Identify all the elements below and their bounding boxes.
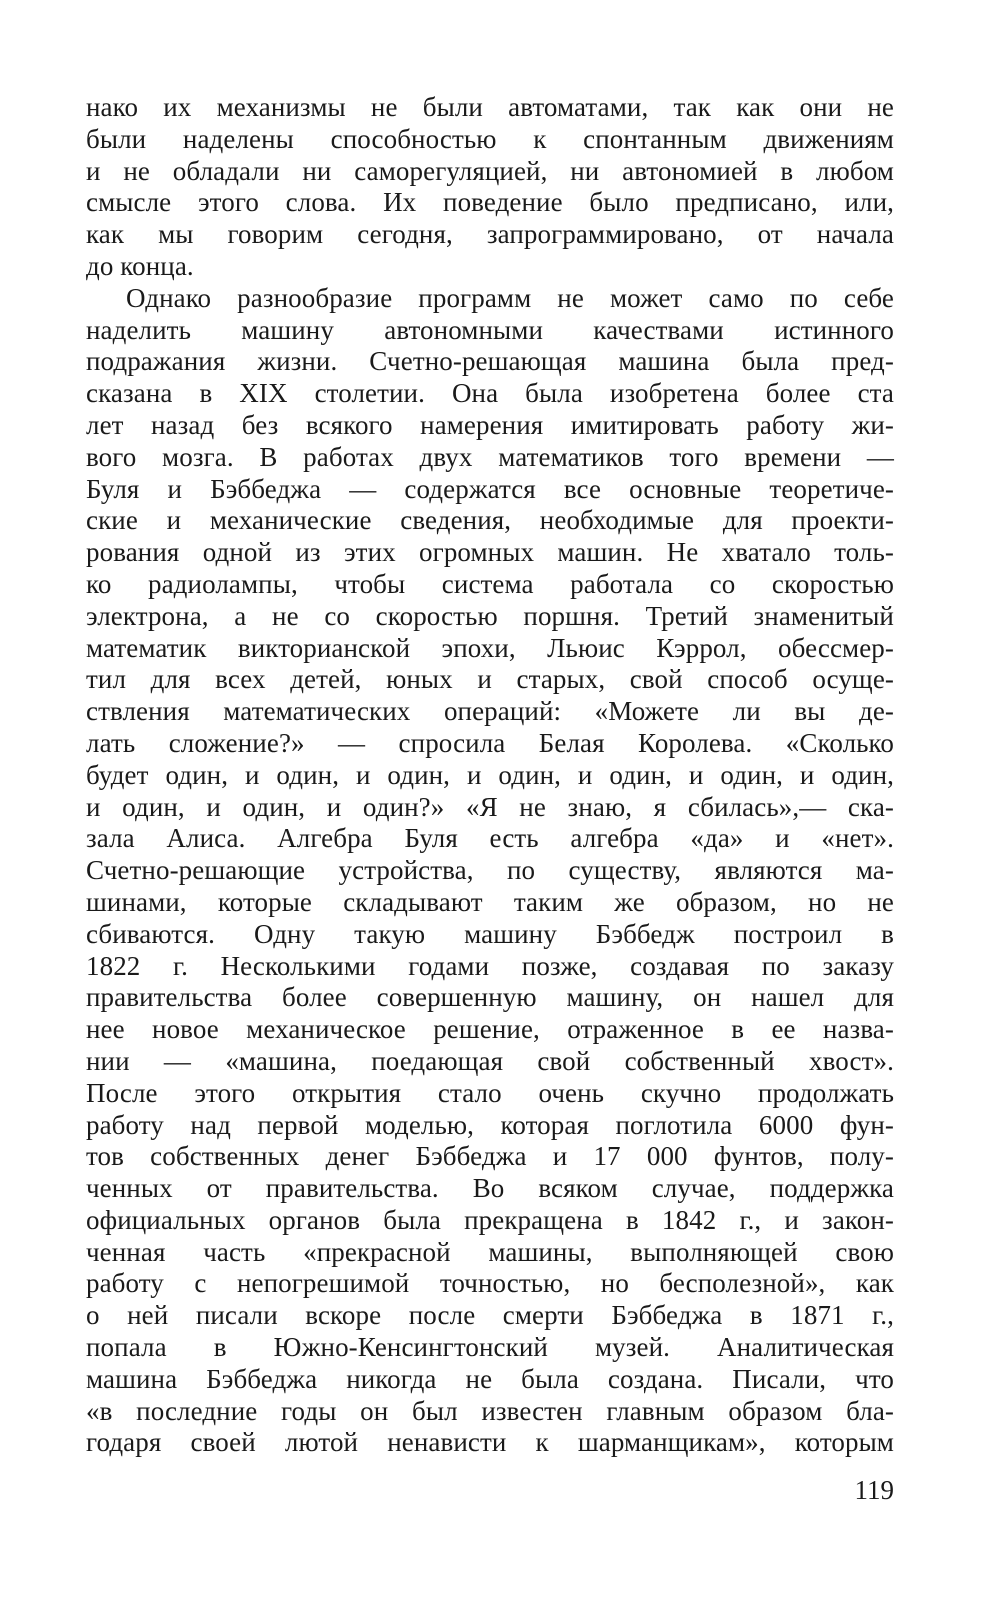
- text-line: нии — «машина, поедающая свой собственный хвост».: [86, 1045, 894, 1076]
- text-line: тов собственных денег Бэббеджа и 17 000 фунтов, полу-: [86, 1141, 894, 1172]
- text-line: нее новое механическое решение, отраженное в ее назва-: [86, 1014, 894, 1045]
- text-line: нако их механизмы не были автоматами, так как они не: [86, 92, 894, 122]
- text-line: попала в Южно-Кенсингтонский музей. Аналитическая: [86, 1332, 894, 1363]
- text-line: сказана в XIX столетии. Она была изобретена более ста: [86, 378, 894, 409]
- text-line: вого мозга. В работах двух математиков того времени —: [86, 441, 894, 472]
- text-line: машина Бэббеджа никогда не была создана. Писали, что: [86, 1363, 894, 1394]
- text-line: После этого открытия стало очень скучно продолжать: [86, 1077, 894, 1108]
- text-line: сбиваются. Одну такую машину Бэббедж построил в: [86, 918, 894, 949]
- text-line: лет назад без всякого намерения имитировать работу жи-: [86, 409, 894, 440]
- text-line: Счетно-решающие устройства, по существу, являются ма-: [86, 855, 894, 886]
- text-line: были наделены способностью к спонтанным движениям: [86, 123, 894, 154]
- text-line: будет один, и один, и один, и один, и один, и один, и один,: [86, 759, 894, 790]
- text-line: лать сложение?» — спросила Белая Королева. «Сколько: [86, 727, 894, 758]
- text-line: о ней писали вскоре после смерти Бэббеджа в 1871 г.,: [86, 1300, 894, 1331]
- text-line: до конца.: [86, 250, 194, 281]
- text-line: ченных от правительства. Во всяком случае, поддержка: [86, 1173, 894, 1204]
- text-line: официальных органов была прекращена в 1842 г., и закон-: [86, 1204, 894, 1235]
- text-line: и не обладали ни саморегуляцией, ни автономией в любом: [86, 155, 894, 186]
- text-line: и один, и один, и один?» «Я не знаю, я сбилась»,— ска-: [86, 791, 894, 822]
- body-text: [86, 92, 894, 1459]
- text-line: правительства более совершенную машину, он нашел для: [86, 982, 894, 1013]
- text-line: ские и механические сведения, необходимые для проекти-: [86, 505, 894, 536]
- text-line: Буля и Бэббеджа — содержатся все основные теоретиче-: [86, 473, 894, 504]
- text-line: смысле этого слова. Их поведение было предписано, или,: [86, 187, 894, 218]
- text-line: Однако разнообразие программ не может само по себе: [126, 282, 894, 313]
- text-line: «в последние годы он был известен главным образом бла-: [86, 1395, 894, 1426]
- text-line: зала Алиса. Алгебра Буля есть алгебра «да» и «нет».: [86, 823, 894, 854]
- page-number: 119: [854, 1475, 894, 1505]
- text-line: ствления математических операций: «Можете ли вы де-: [86, 696, 894, 727]
- text-line: ченная часть «прекрасной машины, выполняющей свою: [86, 1236, 894, 1267]
- text-line: наделить машину автономными качествами истинного: [86, 314, 894, 345]
- text-line: как мы говорим сегодня, запрограммировано, от начала: [86, 219, 894, 250]
- text-line: рования одной из этих огромных машин. Не хватало толь-: [86, 537, 894, 568]
- text-line: электрона, а не со скоростью поршня. Третий знаменитый: [86, 600, 894, 631]
- text-line: подражания жизни. Счетно-решающая машина была пред-: [86, 346, 894, 377]
- text-line: работу над первой моделью, которая поглотила 6000 фун-: [86, 1109, 894, 1140]
- text-line: годаря своей лютой ненависти к шарманщикам», которым: [86, 1427, 894, 1458]
- text-line: 1822 г. Несколькими годами позже, создавая по заказу: [86, 950, 894, 981]
- text-line: тил для всех детей, юных и старых, свой способ осуще-: [86, 664, 894, 695]
- text-line: ко радиолампы, чтобы система работала со скоростью: [86, 568, 894, 599]
- text-line: математик викторианской эпохи, Льюис Кэррол, обессмер-: [86, 632, 894, 663]
- text-line: работу с непогрешимой точностью, но бесполезной», как: [86, 1268, 894, 1299]
- text-line: шинами, которые складывают таким же образом, но не: [86, 886, 894, 917]
